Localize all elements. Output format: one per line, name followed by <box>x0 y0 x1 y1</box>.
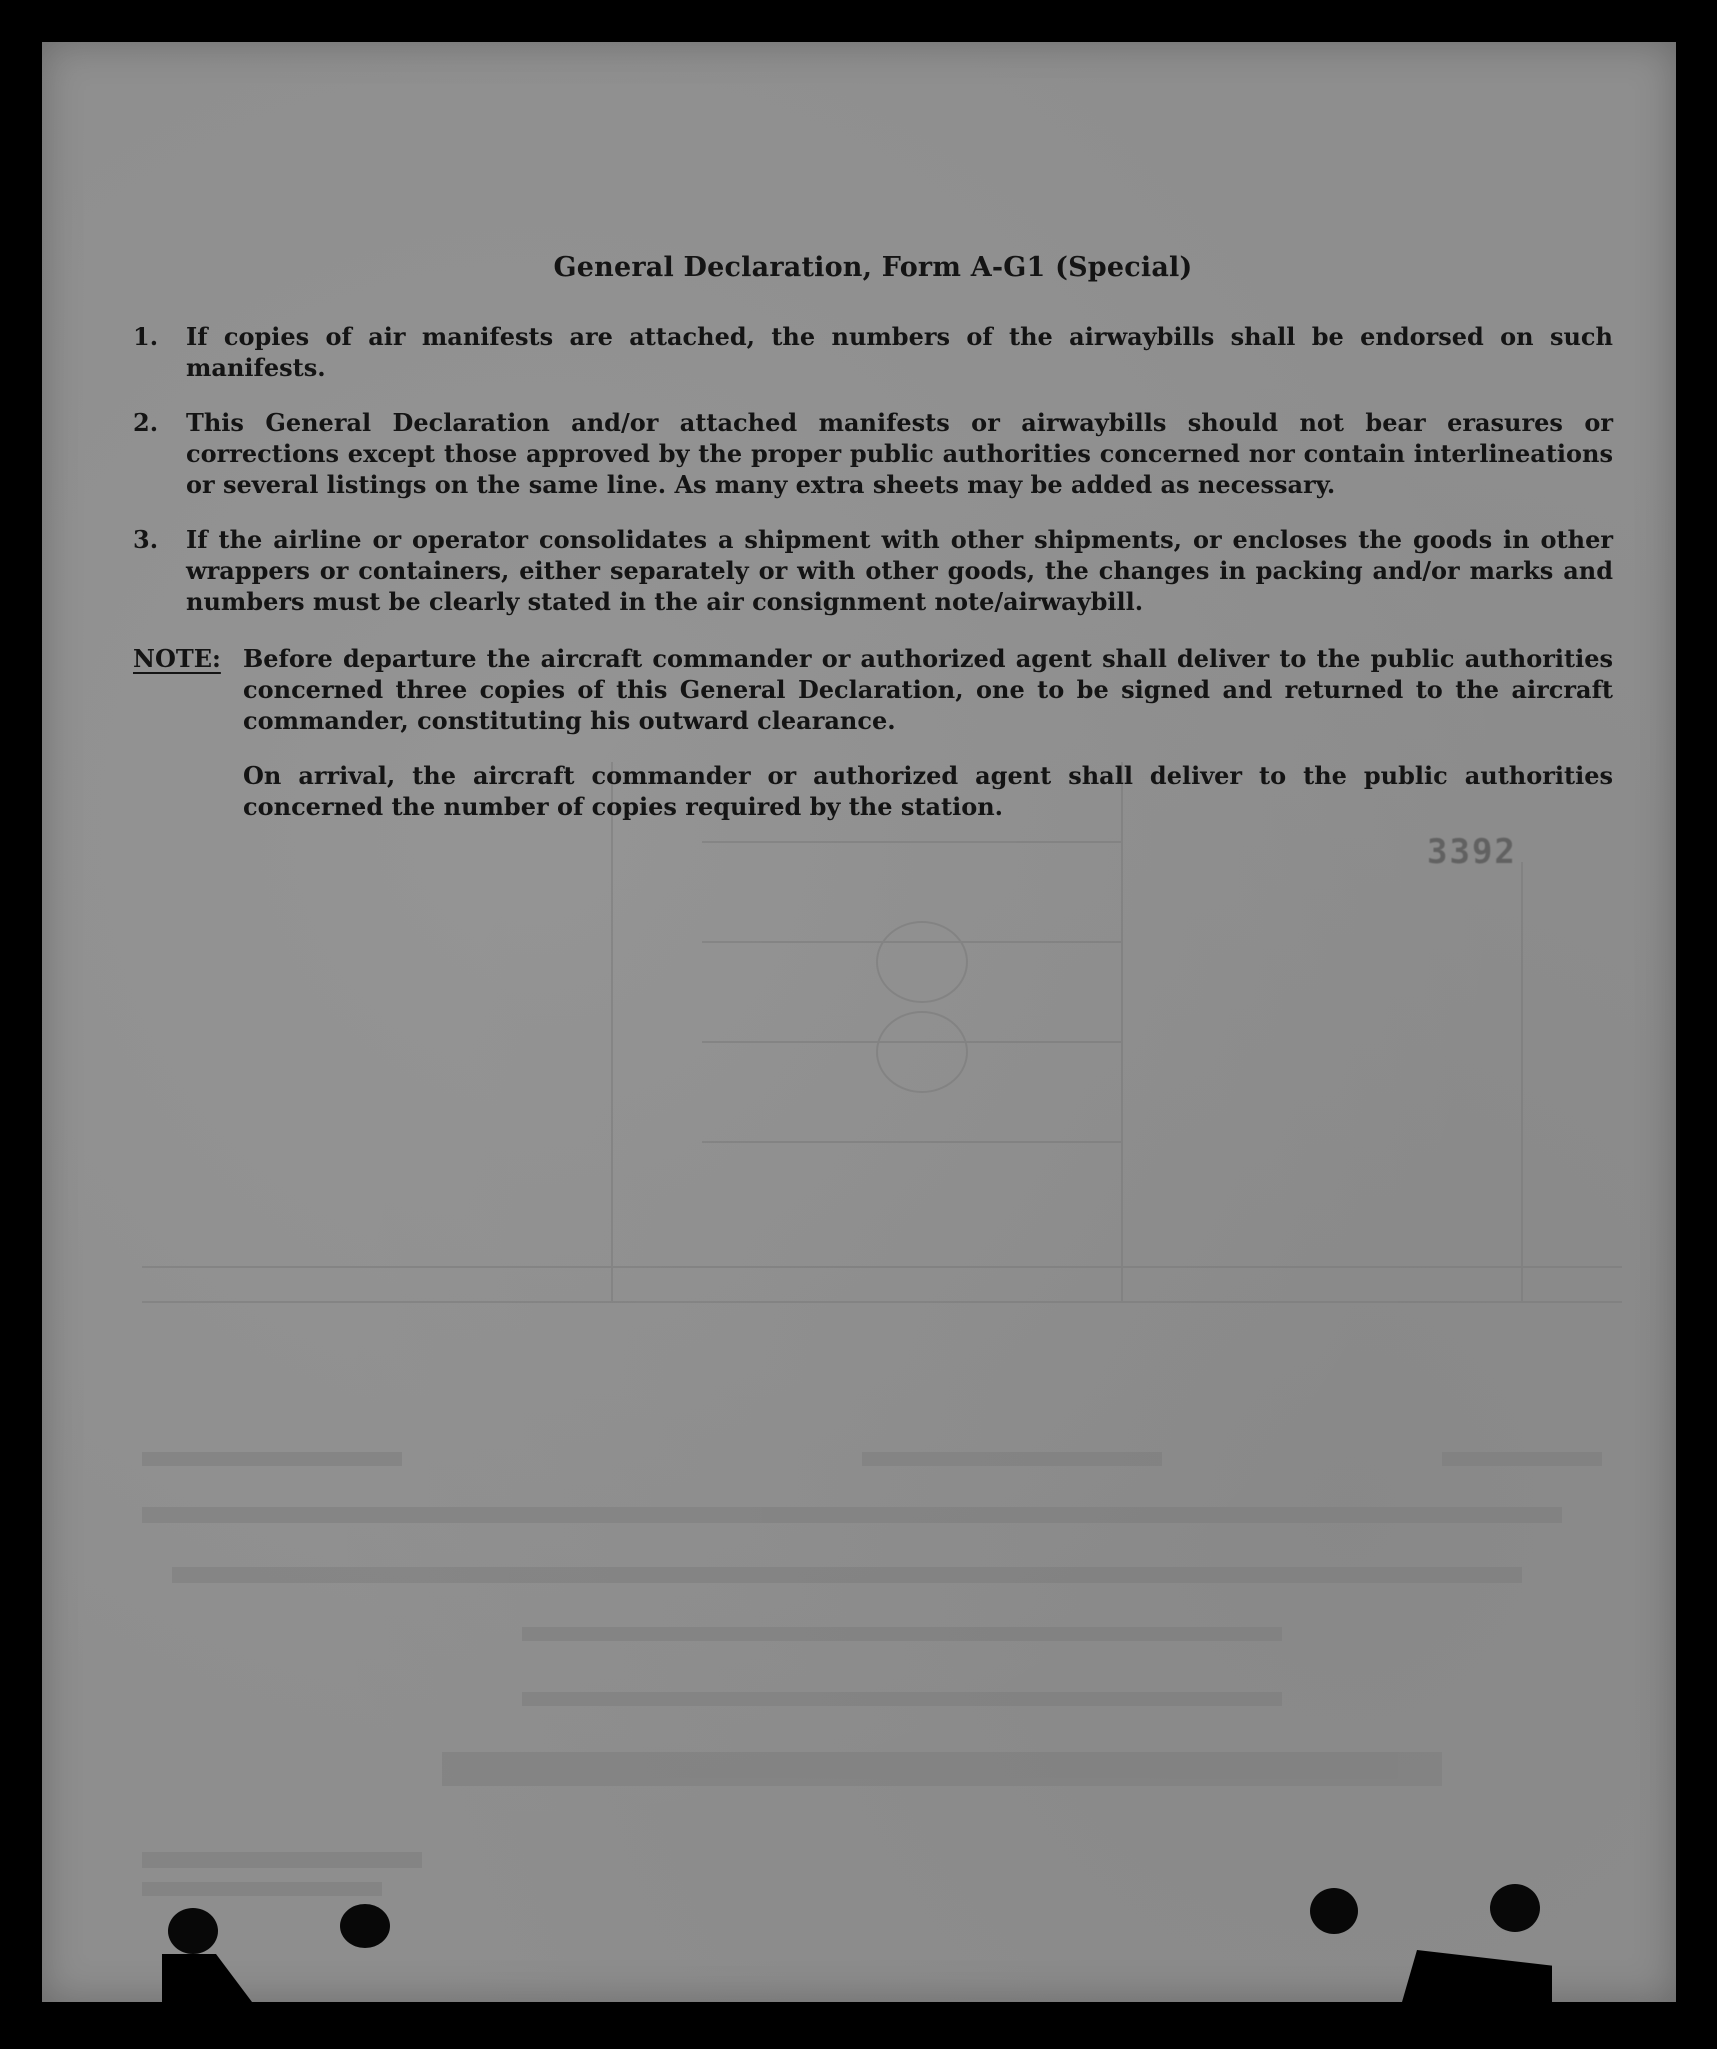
punch-hole-left-1 <box>168 1908 218 1954</box>
punch-hole-right-2 <box>1490 1884 1540 1932</box>
torn-corner-right <box>1402 1950 1552 2002</box>
item-number: 3. <box>133 525 159 554</box>
item-text: This General Declaration and/or attached manifests or airwaybills should not bear erasures or corrections except those approved by the proper public authorities concerned nor contain interlineations or several listings on the same line. As many extra sheets may be added as necessary. <box>186 408 1613 499</box>
instruction-item-3 <box>133 524 1613 617</box>
punch-hole-left-2 <box>340 1904 390 1948</box>
instruction-item-1 <box>133 321 1613 383</box>
document-body <box>133 212 1613 822</box>
instruction-item-2 <box>133 407 1613 500</box>
item-number: 1. <box>133 322 159 351</box>
item-text: If copies of air manifests are attached, the numbers of the airwaybills shall be endorsed on such manifests. <box>186 322 1613 382</box>
form-title: General Declaration, Form A-G1 (Special) <box>553 252 1193 283</box>
punch-hole-right-1 <box>1310 1888 1358 1934</box>
torn-corner-left <box>162 1954 252 2002</box>
reverse-side-bleed-through <box>142 762 1622 2012</box>
document-page <box>42 42 1676 2002</box>
item-number: 2. <box>133 408 159 437</box>
item-text: If the airline or operator consolidates a shipment with other shipments, or encloses the goods in other wrappers or containers, either separately or with other goods, the changes in packing and/or marks and numbers must be clearly stated in the air consignment note/airwaybill. <box>186 525 1613 616</box>
note-label: NOTE: <box>133 644 221 673</box>
note-section <box>133 643 1613 736</box>
note-paragraph-2: On arrival, the aircraft commander or authorized agent shall deliver to the public authorities concerned the number of copies required by the station. <box>243 761 1613 821</box>
note-paragraph-1: Before departure the aircraft commander or authorized agent shall deliver to the public authorities concerned three copies of this General Declaration, one to be signed and returned to the aircraft commander, constituting his outward clearance. <box>243 644 1613 735</box>
stamp-number: 3392 <box>1427 832 1517 872</box>
